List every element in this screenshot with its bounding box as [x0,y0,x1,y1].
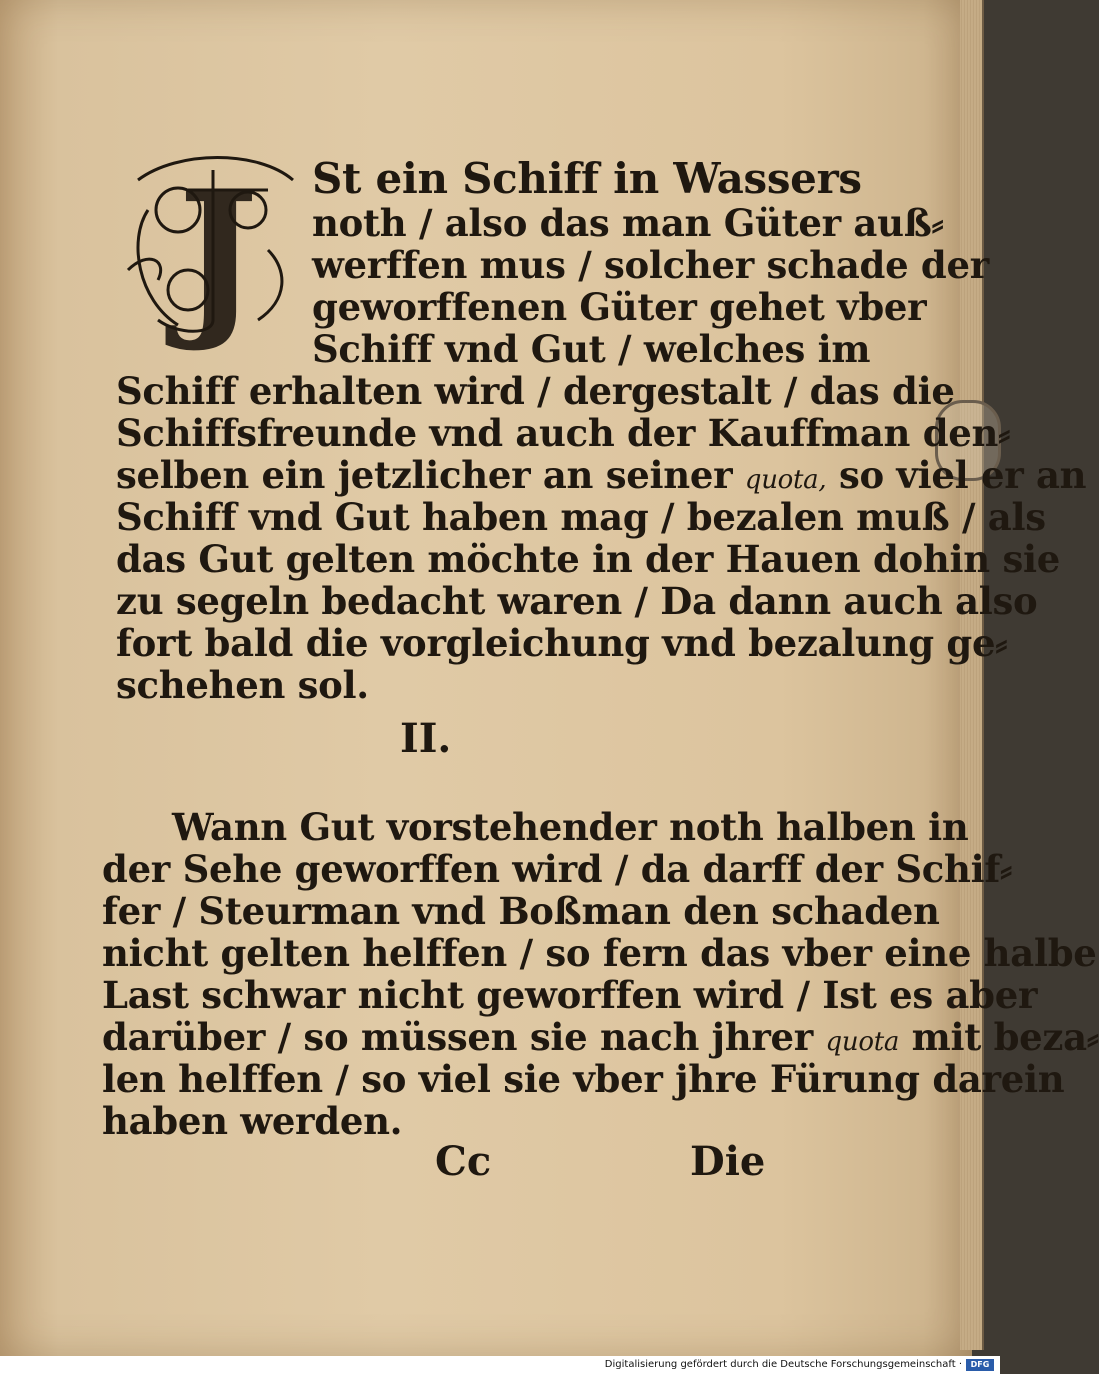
p1-line-2: noth / also das man Güter auß⸗ [312,201,944,245]
p1-line-3: werffen mus / solcher schade der [312,243,989,287]
p2-line-3: fer / Steurman vnd Boßman den schaden [102,889,940,933]
p1-line-7: Schiffsfreunde vnd auch der Kauffman den⸗ [116,411,1011,455]
p2-line-1: Wann Gut vorstehender noth halben in [172,805,969,849]
p2-line-6: darüber / so müssen sie nach jhrer quota mit beza⸗ [102,1015,1099,1059]
p1-line-13: schehen sol. [116,663,369,707]
p1-line-6: Schiff erhalten wird / dergestalt / das die [116,369,955,413]
p1-line-12: fort bald die vorgleichung vnd bezalung ge⸗ [116,621,1008,665]
signature-mark: Cc [435,1138,492,1185]
p2-line-7: len helffen / so viel sie vber jhre Fürung darein [102,1057,1065,1101]
p2-line-2: der Sehe geworffen wird / da darff der Schif⸗ [102,847,1013,891]
initial-letter: J [178,156,259,356]
p1-line-5: Schiff vnd Gut / welches im [312,327,871,371]
p1-line-8: selben ein jetzlicher an seiner quota, so viel er an [116,453,1087,497]
footer-bar [0,1356,1000,1374]
decorated-initial [118,150,308,356]
p2-line-4: nicht gelten helffen / so fern das vber eine halbe [102,931,1097,975]
footer-credit: Digitalisierung gefördert durch die Deutsche Forschungsgemeinschaft · [604,1359,962,1370]
page-edges [960,0,984,1350]
p2-line-5: Last schwar nicht geworffen wird / Ist es aber [102,973,1038,1017]
section-number: II. [400,715,452,762]
p1-line-9: Schiff vnd Gut haben mag / bezalen muß / als [116,495,1046,539]
p1-line-10: das Gut gelten möchte in der Hauen dohin sie [116,537,1060,581]
p1-line-4: geworffenen Güter gehet vber [312,285,927,329]
catchword: Die [690,1138,766,1185]
p1-line-1: St ein Schiff in Wassers [312,154,862,203]
p2-line-8: haben werden. [102,1099,403,1143]
dfg-logo-icon: DFG [966,1359,994,1371]
p1-line-11: zu segeln bedacht waren / Da dann auch also [116,579,1038,623]
